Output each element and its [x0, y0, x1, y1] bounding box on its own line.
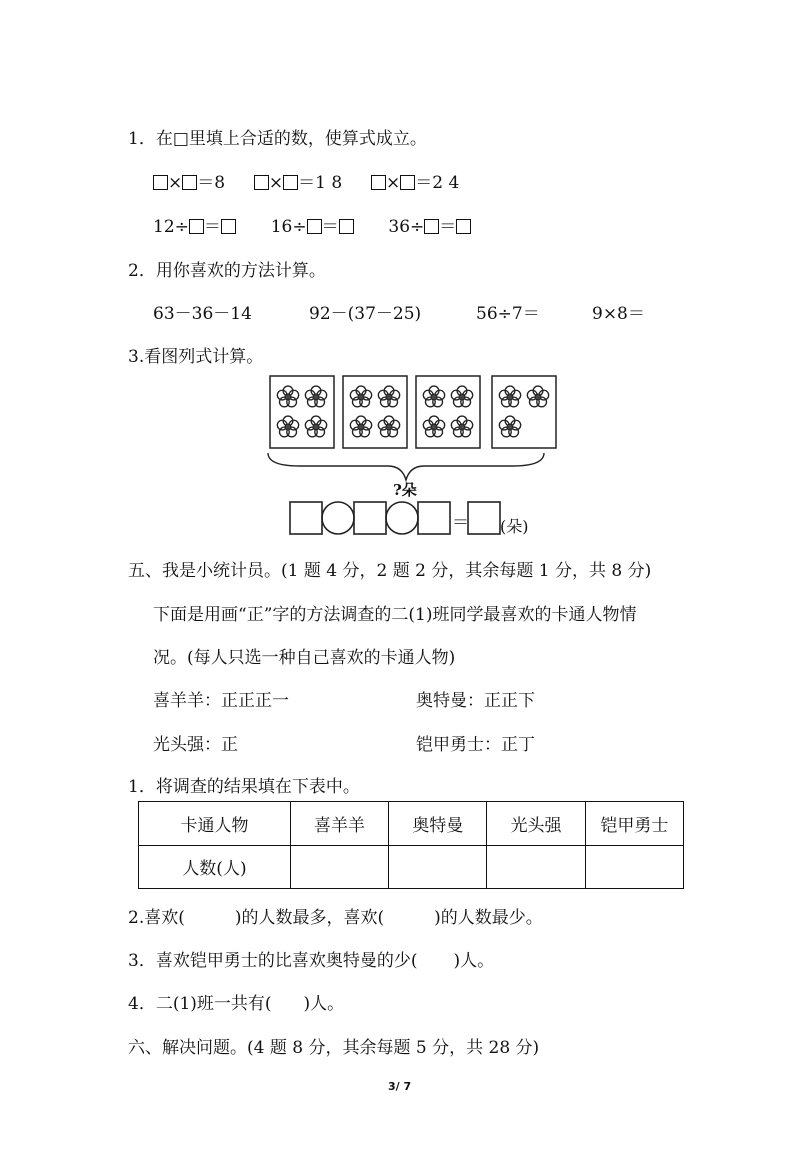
- q2-expr-3: 56÷7＝: [476, 304, 540, 324]
- q1-row1-eq1: × ＝8: [153, 173, 230, 193]
- q1-row2-eq3: 36÷ ＝: [388, 217, 471, 237]
- q2-title: 2．用你喜欢的方法计算。: [128, 261, 326, 281]
- operator-circle-2: [386, 502, 418, 534]
- tally-aoteman: 奥特曼：正正下: [416, 691, 535, 711]
- tally-kaijiayongshi: 铠甲勇士：正丁: [416, 735, 535, 755]
- q1-row2-eq2: 16÷ ＝: [271, 217, 359, 237]
- tally-guangtouqiang: 光头强：正: [153, 735, 238, 755]
- unit-label: (朵): [500, 517, 529, 536]
- q2-expr-2: 92－(37－25): [309, 304, 422, 324]
- answer-cell[interactable]: [487, 845, 585, 889]
- section5-desc-2: 况。(每人只选一种自己喜欢的卡通人物): [153, 648, 456, 668]
- table-header-cell: 光头强: [487, 802, 585, 846]
- answer-cell[interactable]: [389, 845, 487, 889]
- section5-q3: 3．喜欢铠甲勇士的比喜欢奥特曼的少( )人。: [128, 951, 495, 971]
- q1-title: 1．在□里填上合适的数，使算式成立。: [128, 129, 427, 149]
- section5-title: 五、我是小统计员。(1 题 4 分，2 题 2 分，其余每题 1 分，共 8 分): [128, 561, 652, 581]
- answer-cell[interactable]: [290, 845, 388, 889]
- answer-box-result: [468, 502, 500, 534]
- survey-table: [138, 801, 684, 889]
- section5-q2: 2.喜欢( )的人数最多，喜欢( )的人数最少。: [128, 908, 543, 928]
- tally-xiyangyang: 喜羊羊：正正正一: [153, 691, 289, 711]
- operator-circle-1: [322, 502, 354, 534]
- section5-q1: 1．将调查的结果填在下表中。: [128, 777, 360, 797]
- answer-box-2: [354, 502, 386, 534]
- question-label: ?朵: [393, 481, 417, 499]
- table-header-row: [139, 802, 684, 846]
- q1-row1-eq2: × ＝1 8: [254, 173, 348, 193]
- table-header-cell: 奥特曼: [389, 802, 487, 846]
- q2-expr-1: 63－36－14: [153, 304, 252, 324]
- q1-row2-eq1: 12÷ ＝: [153, 217, 241, 237]
- page-number: 3/ 7: [388, 1080, 412, 1093]
- q2-expr-4: 9×8＝: [592, 304, 645, 324]
- answer-template: [0, 0, 800, 545]
- answer-cell[interactable]: [585, 845, 683, 889]
- table-header-cell: 铠甲勇士: [585, 802, 683, 846]
- table-header-cell: 卡通人物: [139, 802, 291, 846]
- section5-desc-1: 下面是用画“正”字的方法调查的二(1)班同学最喜欢的卡通人物情: [153, 605, 637, 625]
- section6-title: 六、解决问题。(4 题 8 分，其余每题 5 分，共 28 分): [128, 1038, 540, 1058]
- section5-q4: 4．二(1)班一共有( )人。: [128, 994, 345, 1014]
- table-header-cell: 喜羊羊: [290, 802, 388, 846]
- table-row: [139, 845, 684, 889]
- row-label: 人数(人): [139, 845, 291, 889]
- q1-row1-eq3: × ＝2 4: [371, 173, 459, 193]
- answer-box-3: [418, 502, 450, 534]
- equals-sign: ＝: [452, 513, 469, 533]
- q3-title: 3.看图列式计算。: [128, 347, 264, 367]
- answer-box-1: [290, 502, 322, 534]
